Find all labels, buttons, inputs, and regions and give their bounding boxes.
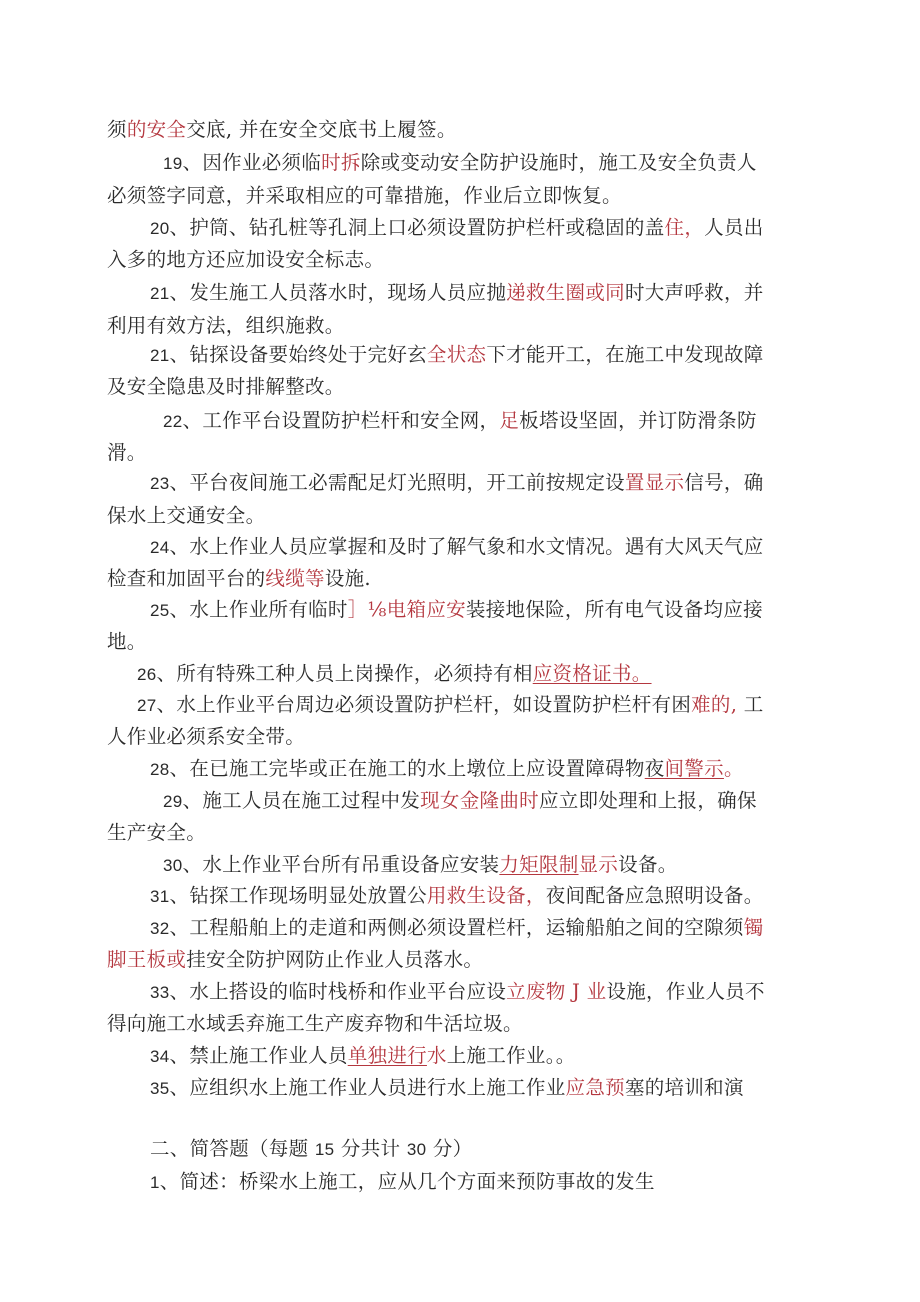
text-line-item21-second-continued — [107, 373, 345, 401]
annotated-text: 时拆 — [321, 151, 361, 174]
item-number: 33 — [150, 983, 170, 1002]
text-run: 、工作平台设置防护栏杆和安全网， — [182, 409, 500, 432]
text-line-item29 — [163, 787, 757, 816]
text-run: 人员出 — [704, 216, 764, 239]
item-number: 1 — [150, 1173, 160, 1192]
annotated-text: 水 — [426, 1044, 447, 1067]
text-line-item30 — [163, 851, 678, 880]
text-line-item25-continued — [107, 628, 147, 656]
text-line-item18-continued — [107, 116, 457, 144]
text-run: 须 — [107, 118, 127, 141]
text-run: 利用有效方法，组织施救。 — [107, 314, 345, 337]
text-run: 、水上作业平台周边必须设置防护栏杆，如设置防护栏杆有困 — [156, 693, 692, 716]
item-number: 34 — [150, 1047, 170, 1066]
text-run: 交底, 并在安全交底书上履签。 — [186, 118, 457, 141]
item-number: 22 — [163, 412, 183, 431]
text-run: 入多的地方还应加设安全标志。 — [107, 248, 385, 271]
text-run: 应立即处理和上报，确保 — [538, 789, 757, 812]
annotated-text: 难的, — [691, 693, 738, 716]
text-line-item24 — [150, 533, 764, 562]
text-run: 生产安全。 — [107, 821, 207, 844]
text-line-item21-continued — [107, 312, 345, 340]
text-run: 及安全隐患及时排解整改。 — [107, 375, 345, 398]
text-line-item21-second — [150, 341, 764, 370]
text-run: 分共计 — [334, 1137, 407, 1160]
text-line-item33-continued — [107, 1010, 523, 1038]
text-run: 夜间配备应急照明设备。 — [545, 884, 764, 907]
annotated-text: 住， — [664, 216, 705, 239]
text-run: 挂安全防护网防止作业人员落水。 — [186, 948, 484, 971]
text-run: 保水上交通安全。 — [107, 504, 266, 527]
text-run: 、护筒、钻孔桩等孔洞上口必须设置防护栏杆或稳固的盖 — [169, 216, 665, 239]
text-run: 地。 — [107, 630, 147, 653]
text-run: 除或变动安全防护设施时，施工及安全负责人 — [360, 151, 757, 174]
text-run: 、应组织水上施工作业人员进行水上施工作业 — [169, 1076, 566, 1099]
text-line-item21 — [150, 279, 764, 308]
text-line-item32 — [150, 914, 764, 943]
annotated-text: 线缆等 — [265, 567, 325, 590]
text-run: 滑。 — [107, 441, 147, 464]
text-line-item29-continued — [107, 819, 206, 847]
item-number: 28 — [150, 760, 170, 779]
text-run: 设施，作业人员不 — [606, 980, 765, 1003]
annotated-text: 用救生设备， — [426, 884, 546, 907]
text-run: 、禁止施工作业人员 — [169, 1044, 348, 1067]
text-line-item24-continued — [107, 565, 371, 593]
text-run: 、发生施工人员落水时，现场人员应抛 — [169, 281, 507, 304]
item-number: 23 — [150, 474, 170, 493]
text-line-item23-continued — [107, 502, 265, 530]
item-number: 24 — [150, 538, 170, 557]
text-line-item20-continued — [107, 246, 384, 274]
text-line-item23 — [150, 469, 764, 498]
text-run: 、钻探工作现场明显处放置公 — [169, 884, 427, 907]
text-run: 、在已施工完毕或正在施工的水上墩位上应设置障碍物 — [169, 757, 645, 780]
annotated-text: 单独进行 — [347, 1044, 427, 1067]
text-run: 信号，确 — [684, 471, 764, 494]
annotated-text: 应急预 — [565, 1076, 625, 1099]
annotated-text: 夜 — [644, 757, 665, 780]
text-run: 工 — [737, 693, 764, 716]
annotated-text: 力矩限制 — [499, 853, 579, 876]
item-number: 32 — [150, 919, 170, 938]
text-line-item27 — [137, 691, 764, 720]
text-run: 、施工人员在施工过程中发 — [182, 789, 421, 812]
annotated-text: 现女金隆曲时 — [420, 789, 539, 812]
text-line-item35 — [150, 1074, 744, 1103]
annotated-text: ］⅛电箱应安 — [347, 598, 466, 621]
text-run: 、工程船舶上的走道和两侧必须设置栏杆，运输船舶之间的空隙须 — [169, 916, 744, 939]
annotated-text: 。 — [723, 757, 744, 780]
text-line-item27-continued — [107, 723, 305, 751]
annotated-text: 应资格证书。 — [532, 662, 652, 685]
text-run: 、水上作业所有临时 — [169, 598, 348, 621]
text-run: 时大声呼救，并 — [624, 281, 764, 304]
annotated-text: 置显示 — [624, 471, 685, 494]
text-run: 上施工作业。。 — [446, 1044, 576, 1067]
text-run: 、水上作业人员应掌握和及时了解气象和水文情况。遇有大风天气应 — [169, 535, 764, 558]
text-line-item19-continued — [107, 182, 622, 210]
text-run: 、平台夜间施工必需配足灯光照明，开工前按规定设 — [169, 471, 625, 494]
annotated-text: 的安全 — [126, 118, 187, 141]
item-number: 21 — [150, 346, 170, 365]
text-line-item33 — [150, 978, 765, 1007]
text-run: 二、简答题（每题 — [150, 1137, 315, 1160]
item-number: 30 — [406, 1140, 427, 1159]
text-line-item31 — [150, 882, 764, 911]
annotated-text: 立废物 J 业 — [506, 980, 607, 1003]
item-number: 19 — [163, 154, 183, 173]
text-line-item32-continued — [107, 946, 483, 974]
text-run: 板塔设坚固，并订防滑条防 — [519, 409, 757, 432]
text-line-item20 — [150, 214, 764, 243]
text-line-item25 — [150, 596, 763, 625]
text-run: 、钻探设备要始终处于完好玄 — [169, 343, 427, 366]
text-run: 设施. — [324, 567, 371, 590]
text-line-item28 — [150, 755, 744, 784]
text-run: 必须签字同意，并采取相应的可靠措施，作业后立即恢复。 — [107, 184, 622, 207]
item-number: 25 — [150, 601, 170, 620]
item-number: 20 — [150, 219, 170, 238]
item-number: 35 — [150, 1079, 170, 1098]
item-number: 26 — [137, 665, 157, 684]
section-heading-short-answer — [150, 1135, 472, 1164]
item-number: 27 — [137, 696, 157, 715]
annotated-text: 显示 — [578, 853, 619, 876]
item-number: 31 — [150, 887, 170, 906]
text-line-item26 — [137, 660, 652, 689]
text-line-item34 — [150, 1042, 576, 1071]
text-run: 下才能开工，在施工中发现故障 — [486, 343, 764, 366]
item-number: 29 — [163, 792, 183, 811]
item-number: 30 — [163, 856, 183, 875]
question-1 — [150, 1168, 655, 1197]
text-line-item22 — [163, 407, 757, 436]
annotated-text: 间警示 — [664, 757, 724, 780]
text-run: 塞的培训和演 — [624, 1076, 744, 1099]
text-run: 设备。 — [618, 853, 678, 876]
annotated-text: 足 — [499, 409, 520, 432]
text-line-item22-continued — [107, 439, 147, 467]
annotated-text: 脚王板或 — [107, 948, 187, 971]
text-run: 、简述：桥梁水上施工，应从几个方面来预防事故的发生 — [159, 1170, 655, 1193]
item-number: 21 — [150, 284, 170, 303]
text-run: 分） — [426, 1137, 473, 1160]
text-run: 检查和加固平台的 — [107, 567, 266, 590]
item-number: 15 — [314, 1140, 335, 1159]
text-run: 、所有特殊工种人员上岗操作，必须持有相 — [156, 662, 533, 685]
text-run: 、因作业必须临 — [182, 151, 322, 174]
text-run: 、水上作业平台所有吊重设备应安装 — [182, 853, 500, 876]
text-line-item19 — [163, 149, 757, 178]
text-run: 人作业必须系安全带。 — [107, 725, 306, 748]
text-run: 得向施工水域丢弃施工生产废弃物和牛活垃圾。 — [107, 1012, 523, 1035]
annotated-text: 全状态 — [426, 343, 487, 366]
text-run: 装接地保险，所有电气设备均应接 — [465, 598, 763, 621]
text-run: 、水上搭设的临时栈桥和作业平台应设 — [169, 980, 507, 1003]
annotated-text: 镯 — [743, 916, 764, 939]
annotated-text: 递救生圈或同 — [506, 281, 625, 304]
